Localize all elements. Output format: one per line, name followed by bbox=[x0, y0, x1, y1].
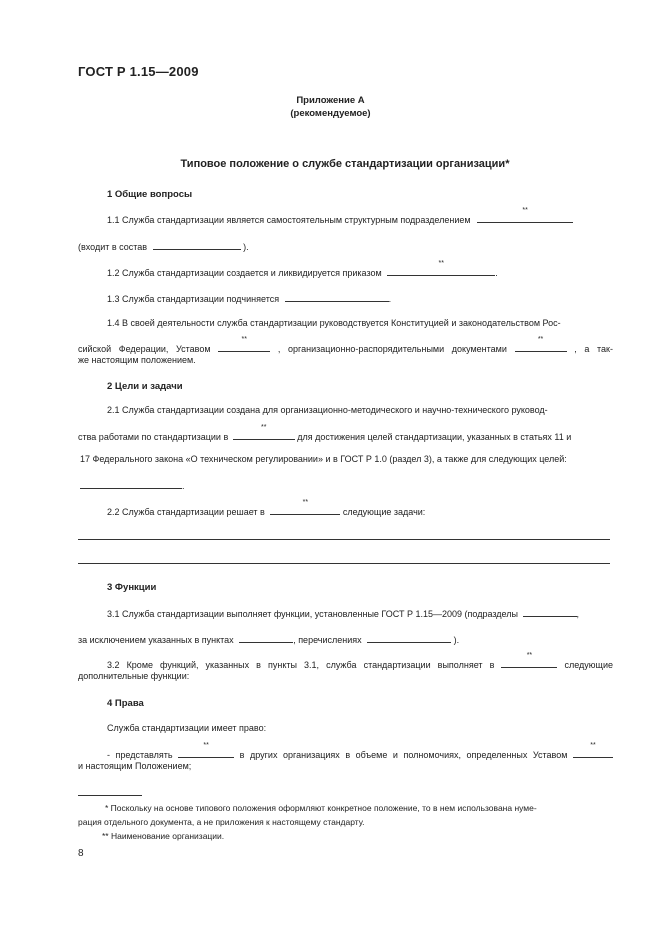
standard-header: ГОСТ Р 1.15—2009 bbox=[78, 64, 199, 79]
para-3-1-text-e: ). bbox=[453, 635, 460, 645]
footnote-mark: ** bbox=[522, 207, 528, 214]
para-1-4-text-b: , организационно-распорядительными документами bbox=[277, 344, 507, 354]
para-1-3-end: . bbox=[388, 294, 392, 304]
blank-org-name bbox=[573, 742, 613, 758]
footnote-mark: ** bbox=[526, 652, 533, 659]
para-1-1-text-b: (входит в состав bbox=[78, 242, 148, 252]
document-title: Типовое положение о службе стандартизации организации* bbox=[180, 158, 510, 170]
para-3-1 bbox=[107, 607, 579, 619]
section-2-heading: 2 Цели и задачи bbox=[107, 381, 183, 392]
para-1-2-text: 1.2 Служба стандартизации создается и ликвидируется приказом bbox=[107, 268, 382, 278]
para-4-intro: Служба стандартизации имеет право: bbox=[107, 723, 267, 733]
para-2-1-text-b: для достижения целей стандартизации, указанных в статьях 11 и bbox=[297, 432, 572, 442]
blank-line bbox=[78, 539, 610, 540]
para-3-1-continued bbox=[78, 633, 459, 645]
blank-org-name bbox=[501, 652, 557, 668]
section-1-heading: 1 Общие вопросы bbox=[107, 189, 193, 200]
footnote-mark: ** bbox=[302, 499, 309, 506]
para-3-1-text-b: , bbox=[576, 609, 580, 619]
para-2-2-text-b: следующие задачи: bbox=[342, 507, 426, 517]
blank-line bbox=[78, 563, 610, 564]
blank-field bbox=[367, 633, 451, 643]
para-1-4-line-1: 1.4 В своей деятельности служба стандартизации руководствуется Конституцией и законодательством Рос- bbox=[107, 318, 561, 328]
para-1-1-text-c: ). bbox=[243, 242, 249, 252]
blank-org-name bbox=[178, 742, 234, 758]
para-1-2 bbox=[107, 260, 498, 278]
blank-org-name bbox=[270, 499, 340, 515]
para-2-1-line-4 bbox=[80, 479, 185, 491]
footnote-mark: ** bbox=[537, 336, 544, 343]
para-1-3-text: 1.3 Служба стандартизации подчиняется bbox=[107, 294, 280, 304]
appendix-title: Приложение А bbox=[296, 95, 365, 106]
para-1-4-line-2 bbox=[78, 336, 613, 354]
para-3-2-line-1 bbox=[78, 652, 613, 670]
para-1-4-text-c: , а так- bbox=[574, 344, 613, 354]
footnote-mark: ** bbox=[261, 424, 267, 431]
para-2-1-line-3: 17 Федерального закона «О техническом регулировании» и в ГОСТ Р 1.0 (раздел 3), а также для следующих целей: bbox=[80, 454, 567, 464]
para-4-1-text-b: в других организациях в объеме и полномочиях, определенных Уставом bbox=[239, 750, 568, 760]
para-2-1-end: . bbox=[182, 481, 185, 491]
para-3-1-text-a: 3.1 Служба стандартизации выполняет функции, установленные ГОСТ Р 1.15—2009 (подразделы bbox=[107, 609, 518, 619]
para-1-3 bbox=[107, 292, 391, 304]
para-2-2-text-a: 2.2 Служба стандартизации решает в bbox=[107, 507, 265, 517]
blank-org-name bbox=[218, 336, 270, 352]
blank-field bbox=[153, 240, 241, 250]
para-1-4-text-a: сийской Федерации, Уставом bbox=[78, 344, 211, 354]
footnote-2: ** Наименование организации. bbox=[102, 831, 225, 841]
para-3-2-text-a: 3.2 Кроме функций, указанных в пункты 3.1, служба стандартизации выполняет в bbox=[107, 660, 495, 670]
para-2-2 bbox=[107, 499, 426, 517]
footnote-mark: ** bbox=[203, 742, 209, 749]
blank-org-name bbox=[387, 260, 495, 276]
blank-field bbox=[285, 292, 389, 302]
para-3-1-text-c: за исключением указанных в пунктах bbox=[78, 635, 234, 645]
footnote-mark: ** bbox=[590, 742, 596, 749]
para-2-1-line-2 bbox=[78, 424, 572, 442]
appendix-status: (рекомендуемое) bbox=[290, 108, 371, 119]
blank-org-name bbox=[477, 207, 573, 223]
para-1-1-text: 1.1 Служба стандартизации является самостоятельным структурным подразделением bbox=[107, 215, 471, 225]
para-3-2-line-2: дополнительные функции: bbox=[78, 671, 190, 681]
section-4-heading: 4 Права bbox=[107, 698, 144, 709]
blank-field bbox=[523, 607, 577, 617]
blank-org-name bbox=[233, 424, 295, 440]
footnote-mark: ** bbox=[438, 260, 444, 267]
section-3-heading: 3 Функции bbox=[107, 582, 157, 593]
para-3-1-text-d: , перечислениях bbox=[293, 635, 362, 645]
blank-org-name bbox=[515, 336, 567, 352]
footnote-1-line-1: * Поскольку на основе типового положения оформляют конкретное положение, то в нем использована нуме- bbox=[105, 803, 537, 813]
footnote-mark: ** bbox=[241, 336, 247, 343]
footnote-separator bbox=[78, 795, 142, 796]
footnote-1-line-2: рация отдельного документа, а не приложения к настоящему стандарту. bbox=[78, 817, 365, 827]
para-4-item-1-line-1 bbox=[78, 742, 613, 760]
para-1-2-end: . bbox=[495, 268, 498, 278]
page-number: 8 bbox=[78, 848, 84, 859]
para-4-1-text-a: - представлять bbox=[107, 750, 173, 760]
blank-field bbox=[80, 479, 182, 489]
para-2-1-line-1: 2.1 Служба стандартизации создана для организационно-методического и научно-технического руковод- bbox=[107, 405, 548, 415]
para-1-4-line-3: же настоящим положением. bbox=[78, 355, 196, 365]
para-4-item-1-line-2: и настоящим Положением; bbox=[78, 761, 192, 771]
blank-field bbox=[239, 633, 293, 643]
para-1-1 bbox=[107, 207, 573, 225]
para-3-2-text-b: следующие bbox=[564, 660, 613, 670]
para-2-1-text-a: ства работами по стандартизации в bbox=[78, 432, 229, 442]
para-1-1-continued bbox=[78, 240, 249, 252]
